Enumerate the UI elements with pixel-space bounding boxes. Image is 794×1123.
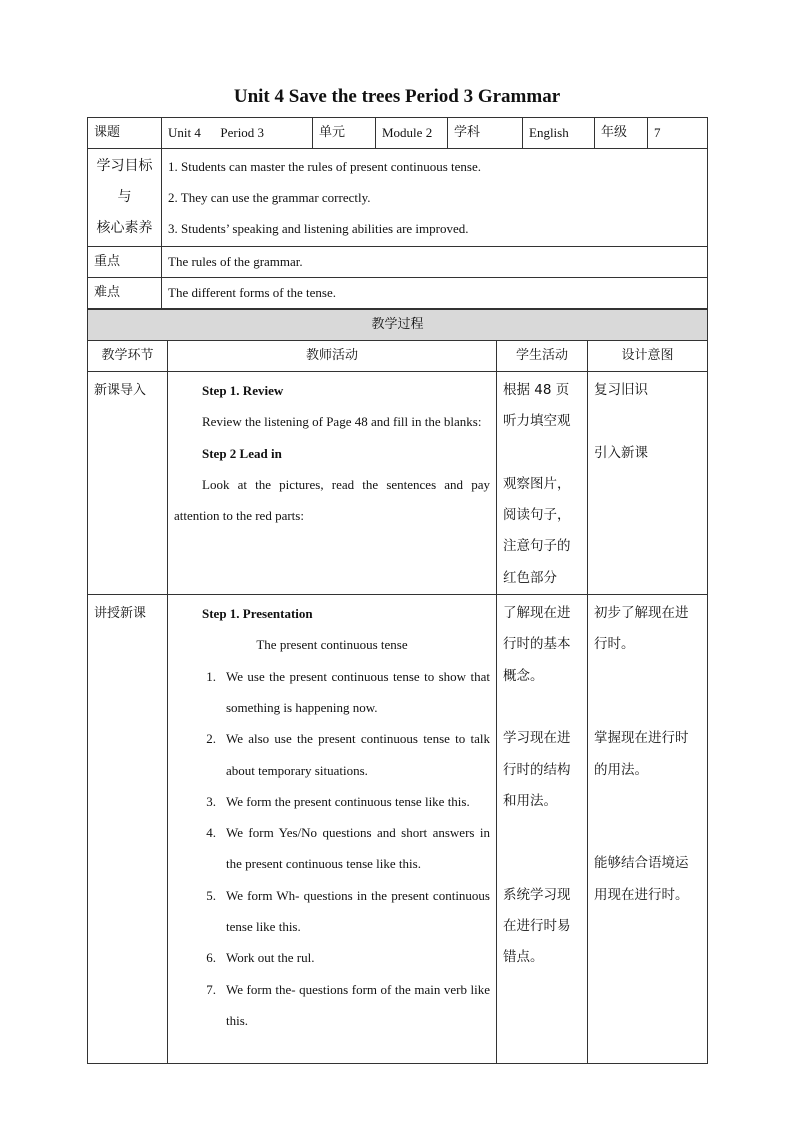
page-title: Unit 4 Save the trees Period 3 Grammar bbox=[233, 86, 561, 107]
step-title: Step 1. Presentation bbox=[202, 606, 313, 622]
step-text: Look at the pictures, read the sentences and pay attention to the red parts: bbox=[174, 476, 490, 524]
col-student: 学生活动 bbox=[497, 341, 588, 372]
process-row-intro bbox=[88, 372, 708, 595]
step-text: Review the listening of Page 48 and fill in the blanks: bbox=[202, 414, 482, 430]
grade-value: 7 bbox=[648, 118, 708, 149]
student-activity: 了解现在进行时的基本概念。 bbox=[503, 605, 571, 684]
info-row-difficult bbox=[88, 278, 708, 309]
process-row-new bbox=[88, 595, 708, 1064]
info-row-key bbox=[88, 247, 708, 278]
topic-value: Unit 4 Period 3 bbox=[162, 118, 313, 149]
goals-label-line: 学习目标 bbox=[96, 158, 153, 174]
goals-list bbox=[162, 149, 708, 247]
list-item: 6. Work out the rul. bbox=[206, 950, 315, 966]
stage-intro: 新课导入 bbox=[88, 372, 168, 595]
difficult-label: 难点 bbox=[88, 278, 162, 309]
student-activity: 系统学习现在进行时易错点。 bbox=[503, 886, 571, 966]
student-intro bbox=[497, 372, 588, 595]
design-intent: 初步了解现在进行时。 bbox=[594, 605, 689, 653]
subject-label: 学科 bbox=[448, 118, 523, 149]
student-activity: 观察图片，阅读句子，注意句子的红色部分 bbox=[503, 475, 571, 586]
design-intent: 复习旧识 bbox=[594, 382, 648, 398]
design-intent: 能够结合语境运用现在进行时。 bbox=[594, 855, 689, 903]
process-section-title: 教学过程 bbox=[88, 310, 708, 341]
goals-label bbox=[88, 149, 162, 247]
goal-item: 2. They can use the grammar correctly. bbox=[168, 190, 371, 205]
design-intro bbox=[588, 372, 708, 595]
key-value: The rules of the grammar. bbox=[162, 247, 708, 278]
goals-label-line: 核心素养 bbox=[96, 220, 153, 236]
process-table bbox=[87, 309, 708, 1064]
list-item: 7. We form the- questions form of the main verb like this. bbox=[206, 981, 490, 1028]
difficult-value: The different forms of the tense. bbox=[162, 278, 708, 309]
goals-label-line: 与 bbox=[117, 189, 132, 205]
teacher-new bbox=[168, 595, 497, 1064]
design-new bbox=[588, 595, 708, 1064]
step-title: Step 1. Review bbox=[202, 383, 284, 398]
teacher-intro bbox=[168, 372, 497, 595]
process-header-row bbox=[88, 341, 708, 372]
list-item: 2. We also use the present continuous tense to talk about temporary situations. bbox=[206, 731, 490, 778]
goal-item: 1. Students can master the rules of present continuous tense. bbox=[168, 159, 482, 174]
col-design: 设计意图 bbox=[588, 341, 708, 372]
list-item: 1. We use the present continuous tense to show that something is happening now. bbox=[206, 668, 490, 715]
student-new bbox=[497, 595, 588, 1064]
grade-label: 年级 bbox=[595, 118, 648, 149]
stage-new: 讲授新课 bbox=[88, 595, 168, 1064]
topic-label: 课题 bbox=[88, 118, 162, 149]
key-label: 重点 bbox=[88, 247, 162, 278]
step-title: Step 2 Lead in bbox=[202, 445, 282, 461]
step-subtitle: The present continuous tense bbox=[256, 637, 408, 653]
col-teacher: 教师活动 bbox=[168, 341, 497, 372]
unit-value: Module 2 bbox=[376, 118, 448, 149]
design-intent: 引入新课 bbox=[594, 444, 648, 461]
goal-item: 3. Students’ speaking and listening abilities are improved. bbox=[168, 221, 469, 236]
col-stage: 教学环节 bbox=[88, 341, 168, 372]
design-intent: 掌握现在进行时的用法。 bbox=[594, 730, 689, 778]
student-activity: 学习现在进行时的结构和用法。 bbox=[503, 730, 571, 809]
unit-label: 单元 bbox=[313, 118, 376, 149]
list-item: 4. We form Yes/No questions and short answers in the present continuous tense like this. bbox=[206, 825, 490, 872]
info-table bbox=[87, 117, 708, 309]
list-item: 5. We form Wh- questions in the present continuous tense like this. bbox=[206, 887, 490, 935]
info-row-course bbox=[88, 118, 708, 149]
subject-value: English bbox=[523, 118, 595, 149]
process-section-row bbox=[88, 310, 708, 341]
student-activity: 根据 48 页听力填空观 bbox=[503, 382, 571, 430]
list-item: 3. We form the present continuous tense like this. bbox=[206, 793, 470, 809]
info-row-goals bbox=[88, 149, 708, 247]
